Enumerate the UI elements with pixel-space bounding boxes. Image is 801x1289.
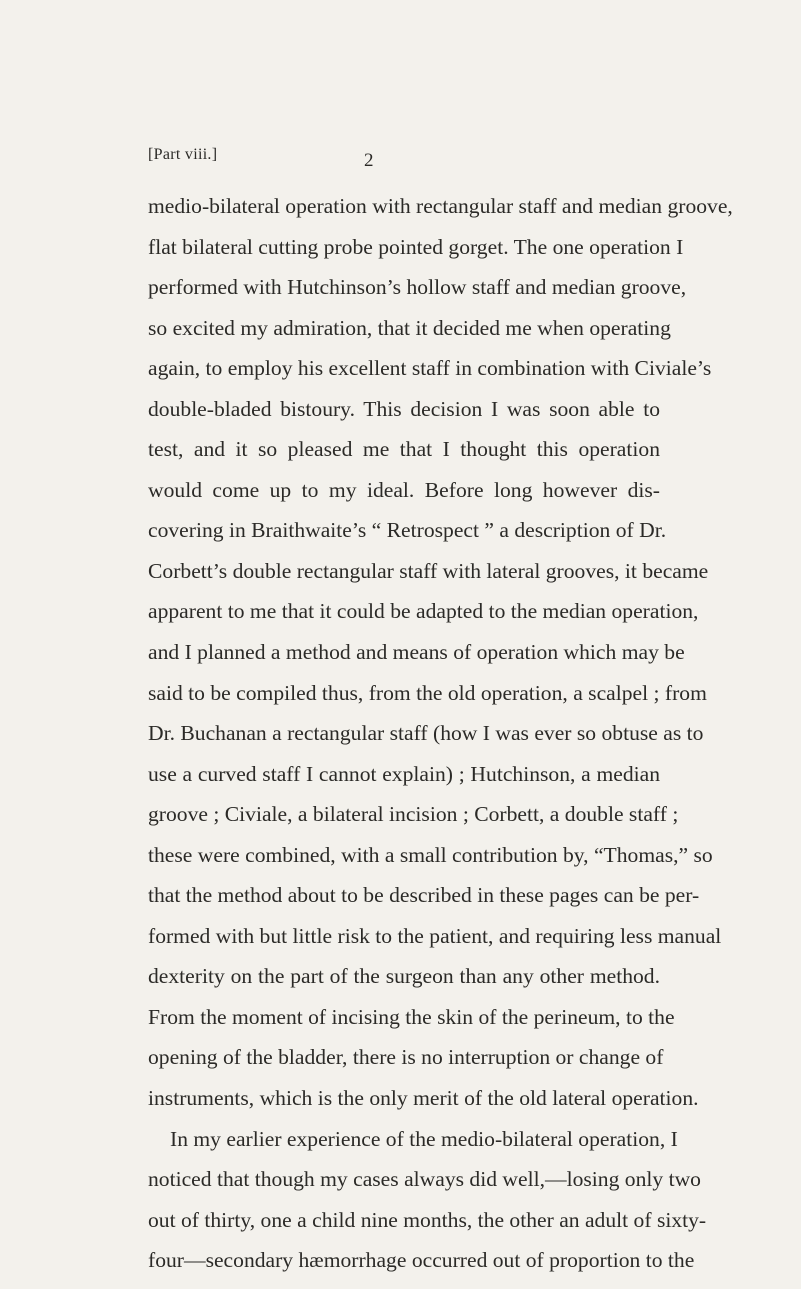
text-line: test, and it so pleased me that I thought this operation: [148, 437, 660, 462]
text-line: noticed that though my cases always did well,—losing only two: [148, 1167, 701, 1192]
text-line: Dr. Buchanan a rectangular staff (how I was ever so obtuse as to: [148, 721, 704, 746]
text-line: would come up to my ideal. Before long however dis-: [148, 477, 660, 502]
text-line: again, to employ his excellent staff in combination with Civiale’s: [148, 356, 712, 381]
text-line: four—secondary hæmorrhage occurred out of proportion to the: [148, 1248, 695, 1273]
text-line: opening of the bladder, there is no interruption or change of: [148, 1045, 664, 1070]
text-line: From the moment of incising the skin of the perineum, to the: [148, 1004, 675, 1029]
text-line: these were combined, with a small contribution by, “Thomas,” so: [148, 842, 713, 867]
text-line: formed with but little risk to the patient, and requiring less manual: [148, 923, 722, 948]
text-line: so excited my admiration, that it decided me when operating: [148, 315, 671, 340]
text-line: flat bilateral cutting probe pointed gorget. The one operation I: [148, 234, 684, 259]
text-line: double-bladed bistoury. This decision I was soon able to: [148, 396, 660, 421]
page-header: [148, 146, 658, 170]
page-number: 2: [364, 150, 374, 171]
text-line: medio-bilateral operation with rectangular staff and median groove,: [148, 194, 733, 218]
part-label: [Part viii.]: [148, 146, 218, 163]
text-line: covering in Braithwaite’s “ Retrospect ” a description of Dr.: [148, 518, 667, 543]
text-line: dexterity on the part of the surgeon than any other method.: [148, 964, 660, 989]
text-line: apparent to me that it could be adapted to the median operation,: [148, 599, 699, 624]
text-line: that the method about to be described in these pages can be per-: [148, 883, 700, 908]
text-line: and I planned a method and means of operation which may be: [148, 640, 685, 665]
text-line: groove ; Civiale, a bilateral incision ; Corbett, a double staff ;: [148, 802, 679, 827]
text-line: out of thirty, one a child nine months, the other an adult of sixty-: [148, 1207, 707, 1232]
paragraph-start-line: In my earlier experience of the medio-bilateral operation, I: [170, 1126, 678, 1151]
text-line: said to be compiled thus, from the old operation, a scalpel ; from: [148, 680, 707, 705]
text-line: performed with Hutchinson’s hollow staff and median groove,: [148, 275, 687, 300]
text-line: use a curved staff I cannot explain) ; Hutchinson, a median: [148, 761, 660, 786]
text-line: instruments, which is the only merit of the old lateral operation.: [148, 1086, 699, 1111]
body-text: [148, 186, 733, 1281]
text-line: Corbett’s double rectangular staff with lateral grooves, it became: [148, 558, 709, 583]
